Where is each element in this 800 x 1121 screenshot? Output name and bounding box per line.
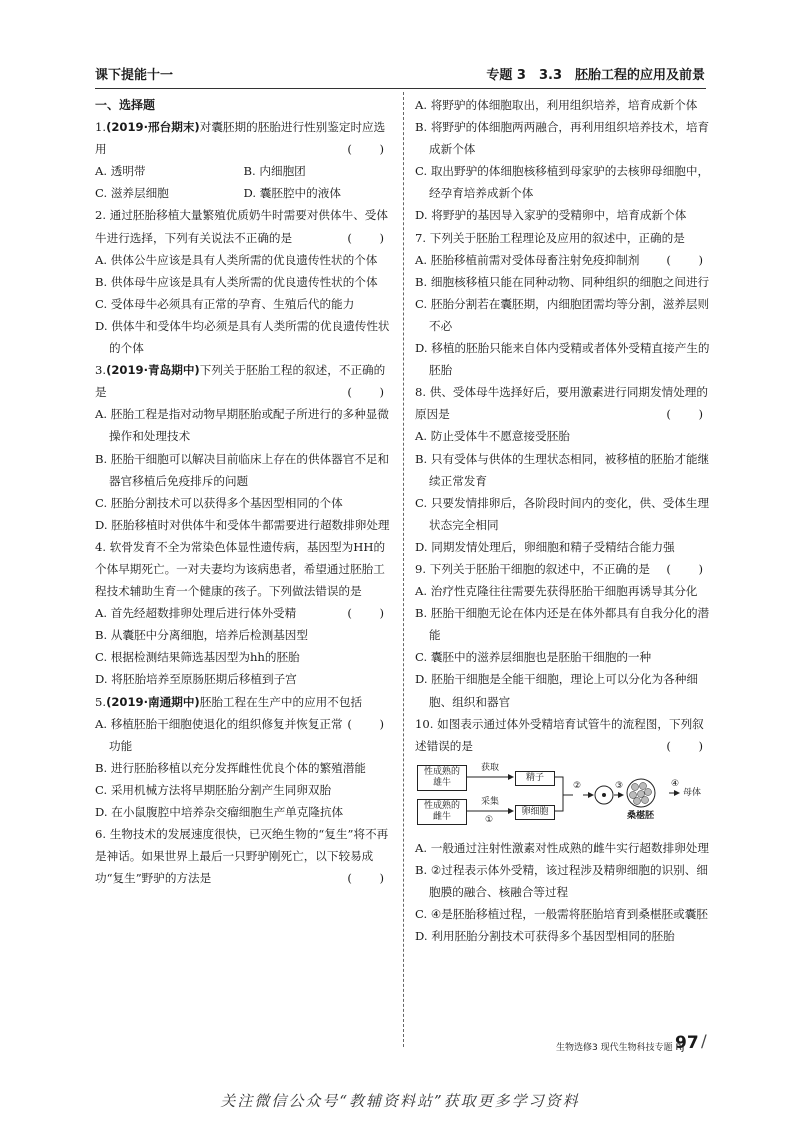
question-stem: 4. 软骨发育不全为常染色体显性遗传病，基因型为HH的个体早期死亡。一对夫妻均为该病患者，希望通过胚胎工程技术辅助生育一个健康的孩子。下列做法错误的是 (95, 539, 386, 599)
question-3 (95, 359, 392, 403)
footer-slash-mark: / (701, 1032, 707, 1052)
option-c: C. 囊胚中的滋养层细胞也是胚胎干细胞的一种 (415, 650, 652, 665)
sperm-box: 精子 (515, 771, 555, 786)
step-2-label: ② (573, 780, 582, 791)
answer-blank: ( ) (347, 606, 392, 621)
question-5 (95, 691, 392, 731)
zygote-nucleus (602, 793, 606, 797)
option-b: B. 胚胎干细胞无论在体内还是在体外都具有自我分化的潜能 (415, 606, 710, 643)
question-stem: 胚胎工程在生产中的应用不包括 (199, 694, 363, 709)
option-c: C. 受体母牛必须具有正常的孕育、生殖后代的能力 (95, 296, 355, 311)
option-c: C. 取出野驴的体细胞核移植到母家驴的去核卵母细胞中，经孕育培养成新个体 (415, 164, 710, 201)
option-a: A. 供体公牛应该是具有人类所需的优良遗传性状的个体 (95, 252, 378, 267)
option-c: C. 胚胎分割技术可以获得多个基因型相同的个体 (95, 495, 343, 510)
option-d: D. 移植的胚胎只能来自体内受精或者体外受精直接产生的胚胎 (415, 341, 710, 378)
answer-blank: ( ) (666, 738, 711, 753)
option-d: D. 胚胎移植时对供体牛和受体牛都需要进行超数排卵处理 (95, 517, 390, 532)
option-b: B. ②过程表示体外受精，该过程涉及精卵细胞的识别、细胞膜的融合、核融合等过程 (415, 862, 708, 899)
answer-blank: ( ) (347, 716, 392, 731)
option-b: B. 从囊胚中分离细胞，培养后检测基因型 (95, 628, 308, 643)
option-d: D. 供体牛和受体牛均必须是具有人类所需的优良遗传性状的个体 (95, 318, 390, 356)
question-stem: 8. 供、受体母牛选择好后，要用激素进行同期发情处理的原因是 (415, 385, 708, 422)
page-number: 97 (675, 1033, 699, 1053)
option-d: D. 囊胚腔中的液体 (243, 186, 341, 201)
question-stem: 6. 生物技术的发展速度很快，已灭绝生物的“复生”将不再是神话。如果世界上最后一只野驴刚死亡，以下较易成功“复生”野驴的方法是 (95, 827, 389, 886)
option-d: D. 胚胎干细胞是全能干细胞，理论上可以分化为各种细胞、组织和器官 (415, 672, 698, 709)
question-2 (95, 204, 392, 248)
question-stem: 对囊胚期的胚胎进行性别鉴定时应选用 (95, 120, 386, 157)
option-a: A. 将野驴的体细胞取出，利用组织培养，培育成新个体 (415, 98, 698, 112)
answer-blank: ( ) (347, 142, 392, 157)
option-a: A. 胚胎工程是指对动物早期胚胎或配子所进行的多种显微操作和处理技术 (95, 407, 389, 444)
question-6 (95, 823, 392, 889)
option-a: A. 胚胎移植前需对受体母畜注射免疫抑制剂 (415, 252, 640, 267)
arrow-sperm-join (555, 777, 573, 795)
option-d: D. 利用胚胎分割技术可获得多个基因型相同的胚胎 (415, 929, 675, 944)
option-a: A. 一般通过注射性激素对性成熟的雌牛实行超数排卵处理 (415, 840, 709, 855)
morula-icon (627, 779, 655, 807)
column-divider (403, 92, 404, 1047)
option-a: A. 移植胚胎干细胞使退化的组织修复并恢复正常功能 (95, 716, 343, 753)
options-row (95, 182, 392, 204)
question-9 (415, 558, 711, 580)
option-d: D. 在小鼠腹腔中培养杂交瘤细胞生产单克隆抗体 (95, 805, 344, 819)
option-c: C. 根据检测结果筛选基因型为hh的胚胎 (95, 650, 300, 665)
answer-blank: ( ) (347, 385, 392, 400)
page-header-left: 课下提能十一 (95, 68, 174, 83)
answer-blank: ( ) (666, 561, 711, 576)
question-stem: 下列关于胚胎工程的叙述，不正确的是 (95, 363, 386, 400)
page-header-right: 专题 3 3.3 胚胎工程的应用及前景 (486, 68, 705, 83)
ivf-flow-diagram (415, 761, 711, 831)
option-c: C. 采用机械方法将早期胚胎分割产生同卵双胎 (95, 782, 332, 797)
option-b: B. 细胞核移植只能在同种动物、同种组织的细胞之间进行 (415, 274, 710, 289)
female-box: 性成熟的雌牛 (417, 799, 467, 825)
option-b: B. 将野驴的体细胞两两融合，再利用组织培养技术，培育成新个体 (415, 120, 710, 157)
option-d: D. 将胚胎培养至原肠胚期后移植到子宫 (95, 672, 297, 687)
option-a: A. 治疗性克隆往往需要先获得胚胎干细胞再诱导其分化 (415, 584, 698, 599)
option-b: B. 进行胚胎移植以充分发挥雌性优良个体的繁殖潜能 (95, 760, 366, 775)
question-number: 1. (95, 120, 107, 135)
question-number: 5. (95, 694, 107, 709)
mother-label: 母体 (683, 787, 702, 798)
bottom-watermark-note: 关注微信公众号“教辅资料站”获取更多学习资料 (220, 1092, 580, 1110)
collect-label: 采集 (481, 796, 500, 807)
arrow-oocyte-join (555, 795, 573, 811)
option-b: B. 内细胞团 (243, 164, 306, 179)
answer-blank: ( ) (666, 252, 711, 267)
step-3-label: ③ (615, 780, 624, 791)
answer-blank: ( ) (666, 407, 711, 422)
male-box: 性成熟的雄牛 (417, 765, 467, 791)
option-b: B. 胚胎干细胞可以解决目前临床上存在的供体器官不足和器官移植后免疫排斥的问题 (95, 451, 390, 488)
header-rule (95, 88, 706, 89)
option-a: A. 透明带 (95, 164, 146, 179)
question-8 (415, 381, 711, 425)
question-10 (415, 713, 711, 757)
step-1-label: ① (485, 814, 494, 825)
option-a: A. 防止受体牛不愿意接受胚胎 (415, 429, 570, 444)
option-b: B. 只有受体与供体的生理状态相同，被移植的胚胎才能继续正常发育 (415, 451, 710, 488)
question-source-tag: (2019·青岛期中) (106, 363, 200, 378)
option-c: C. 胚胎分割若在囊胚期，内细胞团需均等分割，滋养层则不必 (415, 296, 710, 333)
question-stem: 10. 如图表示通过体外受精培育试管牛的流程图，下列叙述错误的是 (415, 716, 704, 753)
question-stem: 7. 下列关于胚胎工程理论及应用的叙述中，正确的是 (415, 230, 685, 245)
question-source-tag: (2019·邢台期末) (106, 120, 200, 135)
question-source-tag: (2019·南通期中) (106, 694, 200, 709)
question-number: 3. (95, 363, 107, 378)
oocyte-box: 卵细胞 (515, 805, 555, 820)
section-title: 一、选择题 (95, 98, 156, 112)
option-c: C. ④是胚胎移植过程，一般需将胚胎培育到桑椹胚或囊胚 (415, 907, 708, 922)
answer-blank: ( ) (347, 230, 392, 245)
question-1 (95, 116, 392, 160)
left-column (95, 94, 392, 889)
footer-book-info: 生物选修3 现代生物科技专题 RJ (556, 1043, 685, 1053)
right-column (415, 94, 711, 947)
question-stem: 2. 通过胚胎移植大量繁殖优质奶牛时需要对供体牛、受体牛进行选择，下列有关说法不正确的是 (95, 208, 388, 245)
option-a: A. 首先经超数排卵处理后进行体外受精 (95, 606, 297, 621)
option-b: B. 供体母牛应该是具有人类所需的优良遗传性状的个体 (95, 274, 378, 289)
option-c: C. 滋养层细胞 (95, 186, 169, 201)
option-d: D. 同期发情处理后，卵细胞和精子受精结合能力强 (415, 539, 675, 554)
answer-blank: ( ) (347, 871, 392, 886)
question-stem: 9. 下列关于胚胎干细胞的叙述中，不正确的是 (415, 561, 651, 576)
morula-label: 桑椹胚 (627, 810, 655, 821)
obtain-label: 获取 (481, 762, 500, 773)
step-4-label: ④ (671, 778, 680, 789)
option-c: C. 只要发情排卵后，各阶段时间内的变化，供、受体生理状态完全相同 (415, 495, 710, 532)
options-row (95, 160, 392, 182)
option-d: D. 将野驴的基因导入家驴的受精卵中，培育成新个体 (415, 208, 687, 223)
